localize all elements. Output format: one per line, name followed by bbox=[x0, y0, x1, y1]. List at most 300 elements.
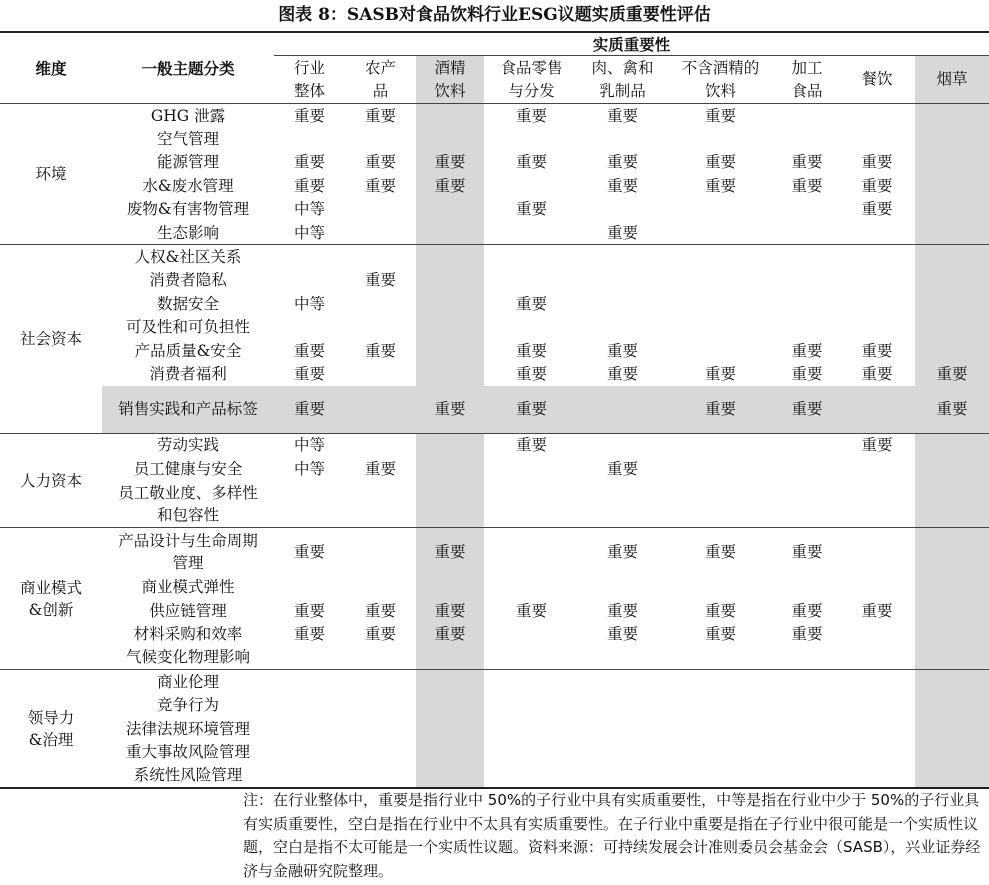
materiality-cell: 重要 bbox=[861, 341, 893, 360]
materiality-cell: 重要 bbox=[861, 153, 893, 172]
materiality-cell bbox=[775, 127, 839, 150]
materiality-cell bbox=[579, 740, 666, 763]
materiality-cell bbox=[915, 127, 989, 150]
materiality-cell bbox=[484, 221, 579, 245]
materiality-cell: 重要 bbox=[274, 386, 345, 434]
table-row bbox=[0, 457, 989, 480]
materiality-cell bbox=[839, 480, 915, 528]
materiality-cell bbox=[416, 764, 484, 788]
materiality-cell bbox=[345, 528, 416, 576]
materiality-cell bbox=[345, 245, 416, 269]
materiality-cell bbox=[579, 670, 666, 694]
materiality-cell bbox=[484, 245, 579, 269]
table-row bbox=[0, 362, 989, 385]
table-row bbox=[0, 292, 989, 315]
materiality-cell bbox=[579, 198, 666, 221]
materiality-cell bbox=[484, 622, 579, 645]
materiality-cell bbox=[416, 127, 484, 150]
materiality-cell: 重要 bbox=[791, 341, 823, 360]
dimension-group bbox=[0, 670, 989, 788]
materiality-cell bbox=[915, 292, 989, 315]
materiality-cell: 重要 bbox=[515, 200, 547, 219]
materiality-cell bbox=[915, 622, 989, 645]
materiality-cell: 重要 bbox=[293, 341, 325, 360]
materiality-cell bbox=[579, 127, 666, 150]
materiality-cell bbox=[666, 480, 775, 528]
materiality-cell: 重要 bbox=[364, 624, 396, 643]
materiality-cell bbox=[666, 693, 775, 716]
materiality-cell bbox=[839, 528, 915, 576]
materiality-cell: 重要 bbox=[861, 364, 893, 383]
materiality-cell bbox=[345, 670, 416, 694]
materiality-cell: 重要 bbox=[515, 294, 547, 313]
column-header: 行业 整体 bbox=[293, 58, 325, 100]
materiality-cell: 重要 bbox=[364, 271, 396, 290]
materiality-cell: 重要 bbox=[606, 106, 638, 125]
materiality-cell: 重要 bbox=[861, 176, 893, 195]
materiality-cell bbox=[666, 198, 775, 221]
materiality-cell bbox=[915, 575, 989, 598]
table-row bbox=[0, 269, 989, 292]
materiality-cell bbox=[915, 646, 989, 670]
topic-label: GHG 泄露 bbox=[150, 106, 226, 125]
materiality-cell: 重要 bbox=[364, 176, 396, 195]
materiality-cell bbox=[416, 245, 484, 269]
materiality-cell: 重要 bbox=[791, 176, 823, 195]
materiality-cell bbox=[915, 433, 989, 457]
materiality-cell bbox=[484, 717, 579, 740]
table-row bbox=[0, 316, 989, 339]
materiality-cell bbox=[345, 764, 416, 788]
materiality-cell bbox=[416, 717, 484, 740]
materiality-cell: 重要 bbox=[861, 436, 893, 455]
table-row bbox=[0, 151, 989, 174]
materiality-cell: 重要 bbox=[606, 153, 638, 172]
materiality-cell: 重要 bbox=[606, 223, 638, 242]
materiality-cell: 重要 bbox=[515, 436, 547, 455]
materiality-cell bbox=[775, 693, 839, 716]
table-row bbox=[0, 599, 989, 622]
materiality-cell bbox=[345, 693, 416, 716]
materiality-cell bbox=[416, 693, 484, 716]
materiality-cell bbox=[839, 127, 915, 150]
table-row bbox=[0, 386, 989, 434]
materiality-cell bbox=[839, 622, 915, 645]
materiality-cell bbox=[579, 646, 666, 670]
topic-label: 空气管理 bbox=[156, 130, 219, 149]
materiality-cell bbox=[416, 198, 484, 221]
topic-label: 可及性和可负担性 bbox=[125, 318, 250, 337]
materiality-cell bbox=[915, 104, 989, 128]
materiality-cell bbox=[416, 292, 484, 315]
table-row bbox=[0, 693, 989, 716]
materiality-cell bbox=[775, 646, 839, 670]
materiality-cell: 重要 bbox=[515, 341, 547, 360]
topic-label: 能源管理 bbox=[156, 153, 219, 172]
materiality-cell: 重要 bbox=[293, 176, 325, 195]
materiality-cell: 重要 bbox=[416, 151, 484, 174]
materiality-cell bbox=[775, 316, 839, 339]
materiality-cell bbox=[416, 362, 484, 385]
materiality-cell: 重要 bbox=[861, 601, 893, 620]
table-row bbox=[0, 245, 989, 269]
table-row bbox=[0, 717, 989, 740]
materiality-cell bbox=[274, 245, 345, 269]
materiality-cell: 重要 bbox=[704, 176, 736, 195]
table-row bbox=[0, 528, 989, 576]
materiality-cell bbox=[839, 269, 915, 292]
topic-label: 法律法规环境管理 bbox=[125, 719, 250, 738]
table-header bbox=[0, 32, 989, 104]
materiality-cell bbox=[915, 528, 989, 576]
topic-label: 数据安全 bbox=[156, 294, 219, 313]
materiality-cell bbox=[345, 292, 416, 315]
materiality-cell: 重要 bbox=[416, 622, 484, 645]
materiality-cell bbox=[839, 575, 915, 598]
materiality-cell: 重要 bbox=[416, 386, 484, 434]
materiality-cell bbox=[839, 646, 915, 670]
materiality-cell bbox=[274, 717, 345, 740]
materiality-cell bbox=[915, 670, 989, 694]
materiality-cell bbox=[345, 221, 416, 245]
table-row bbox=[0, 127, 989, 150]
dimension-label: 社会资本 bbox=[19, 330, 82, 349]
materiality-cell: 重要 bbox=[775, 386, 839, 434]
materiality-cell bbox=[345, 646, 416, 670]
materiality-cell bbox=[666, 646, 775, 670]
topic-label: 销售实践和产品标签 bbox=[102, 386, 274, 434]
materiality-cell bbox=[416, 316, 484, 339]
materiality-cell: 中等 bbox=[293, 294, 325, 313]
materiality-cell bbox=[775, 104, 839, 128]
column-header: 食品零售 与分发 bbox=[500, 58, 563, 100]
materiality-cell: 重要 bbox=[606, 364, 638, 383]
materiality-cell bbox=[345, 433, 416, 457]
materiality-cell bbox=[839, 693, 915, 716]
materiality-cell: 重要 bbox=[606, 341, 638, 360]
table-row bbox=[0, 575, 989, 598]
table-row bbox=[0, 622, 989, 645]
materiality-cell: 重要 bbox=[606, 624, 638, 643]
materiality-cell bbox=[345, 386, 416, 434]
column-header: 烟草 bbox=[915, 56, 989, 104]
column-header: 加工 食品 bbox=[791, 58, 823, 100]
materiality-cell bbox=[666, 764, 775, 788]
materiality-cell bbox=[915, 245, 989, 269]
materiality-cell: 重要 bbox=[293, 153, 325, 172]
materiality-cell: 重要 bbox=[606, 176, 638, 195]
materiality-cell bbox=[915, 151, 989, 174]
materiality-cell bbox=[345, 362, 416, 385]
materiality-cell bbox=[345, 198, 416, 221]
materiality-cell: 重要 bbox=[704, 364, 736, 383]
materiality-cell bbox=[839, 717, 915, 740]
materiality-cell bbox=[416, 575, 484, 598]
materiality-cell: 重要 bbox=[364, 601, 396, 620]
materiality-cell bbox=[666, 245, 775, 269]
materiality-cell bbox=[666, 316, 775, 339]
materiality-cell: 重要 bbox=[704, 153, 736, 172]
materiality-cell: 重要 bbox=[915, 362, 989, 385]
materiality-cell bbox=[579, 245, 666, 269]
table-row bbox=[0, 764, 989, 788]
materiality-cell: 重要 bbox=[606, 542, 638, 561]
materiality-cell bbox=[416, 670, 484, 694]
materiality-cell bbox=[775, 575, 839, 598]
materiality-cell: 重要 bbox=[515, 153, 547, 172]
materiality-cell bbox=[484, 127, 579, 150]
materiality-cell bbox=[484, 740, 579, 763]
materiality-cell bbox=[484, 764, 579, 788]
materiality-cell bbox=[345, 740, 416, 763]
materiality-cell bbox=[915, 693, 989, 716]
materiality-cell bbox=[775, 245, 839, 269]
materiality-cell bbox=[839, 292, 915, 315]
materiality-cell bbox=[345, 480, 416, 528]
materiality-cell bbox=[579, 316, 666, 339]
materiality-cell bbox=[579, 764, 666, 788]
topic-label: 员工敬业度、多样性和包容性 bbox=[118, 483, 258, 524]
dimension-label: 人力资本 bbox=[19, 471, 82, 490]
materiality-cell bbox=[484, 174, 579, 197]
materiality-cell bbox=[579, 575, 666, 598]
materiality-cell bbox=[775, 740, 839, 763]
materiality-cell bbox=[484, 646, 579, 670]
materiality-cell bbox=[345, 575, 416, 598]
materiality-cell bbox=[416, 221, 484, 245]
materiality-cell bbox=[915, 717, 989, 740]
materiality-cell: 中等 bbox=[293, 200, 325, 219]
materiality-cell bbox=[484, 269, 579, 292]
materiality-cell bbox=[345, 316, 416, 339]
materiality-cell bbox=[915, 316, 989, 339]
topic-label: 劳动实践 bbox=[156, 436, 219, 455]
column-header: 肉、禽和 乳制品 bbox=[591, 58, 654, 100]
materiality-cell bbox=[666, 269, 775, 292]
materiality-cell: 中等 bbox=[293, 436, 325, 455]
dimension-group bbox=[0, 245, 989, 433]
materiality-cell bbox=[345, 717, 416, 740]
materiality-cell: 重要 bbox=[791, 153, 823, 172]
materiality-cell: 重要 bbox=[364, 341, 396, 360]
materiality-cell: 重要 bbox=[293, 624, 325, 643]
dimension-label: 环境 bbox=[35, 165, 67, 184]
materiality-cell bbox=[775, 292, 839, 315]
materiality-cell: 重要 bbox=[704, 601, 736, 620]
materiality-cell: 重要 bbox=[416, 174, 484, 197]
materiality-cell bbox=[666, 292, 775, 315]
materiality-cell bbox=[839, 245, 915, 269]
materiality-cell bbox=[416, 480, 484, 528]
table-row bbox=[0, 104, 989, 128]
topic-label: 材料采购和效率 bbox=[133, 624, 243, 643]
materiality-cell bbox=[274, 316, 345, 339]
materiality-cell bbox=[666, 221, 775, 245]
topic-label: 消费者隐私 bbox=[149, 271, 227, 290]
footnote: 注：在行业整体中，重要是指行业中 50%的子行业中具有实质重要性，中等是指在行业中少于 50%的子行业具有实质重要性，空白是指在行业中不太具有实质重要性。在子行业中重要是指在子行业中很可能是一个实质性议题，空白是指不太可能是一个实质性议题。资料来源：可持续发展会计准则委员会基金会（SASB），兴业证券经济与金融研究院整理。 bbox=[243, 791, 981, 880]
table-row bbox=[0, 646, 989, 670]
column-header: 不含酒精的 饮料 bbox=[681, 58, 760, 100]
topic-label: 员工健康与安全 bbox=[133, 459, 243, 478]
materiality-cell: 重要 bbox=[704, 542, 736, 561]
materiality-cell: 重要 bbox=[915, 386, 989, 434]
materiality-cell bbox=[484, 693, 579, 716]
materiality-cell: 重要 bbox=[704, 624, 736, 643]
materiality-cell bbox=[915, 457, 989, 480]
materiality-cell bbox=[579, 693, 666, 716]
materiality-cell bbox=[274, 764, 345, 788]
materiality-cell bbox=[666, 740, 775, 763]
column-header: 农产 品 bbox=[364, 58, 396, 100]
materiality-cell: 重要 bbox=[484, 386, 579, 434]
materiality-cell bbox=[915, 269, 989, 292]
topic-label: 废物&有害物管理 bbox=[126, 200, 250, 219]
materiality-cell bbox=[274, 269, 345, 292]
materiality-cell bbox=[839, 740, 915, 763]
materiality-cell bbox=[839, 670, 915, 694]
materiality-cell: 重要 bbox=[293, 542, 325, 561]
materiality-cell bbox=[915, 764, 989, 788]
materiality-cell bbox=[775, 433, 839, 457]
table-row bbox=[0, 174, 989, 197]
column-header: 酒精 饮料 bbox=[416, 56, 484, 104]
materiality-cell bbox=[579, 433, 666, 457]
materiality-cell bbox=[484, 480, 579, 528]
table-row bbox=[0, 670, 989, 694]
dimension-group bbox=[0, 433, 989, 528]
materiality-cell bbox=[274, 575, 345, 598]
topic-label: 气候变化物理影响 bbox=[125, 648, 250, 667]
topic-label: 竞争行为 bbox=[156, 696, 219, 715]
header-topic: 一般主题分类 bbox=[141, 59, 235, 78]
materiality-cell bbox=[274, 127, 345, 150]
materiality-cell: 重要 bbox=[515, 106, 547, 125]
materiality-cell bbox=[274, 670, 345, 694]
header-materiality: 实质重要性 bbox=[274, 32, 989, 56]
materiality-cell bbox=[484, 457, 579, 480]
materiality-cell: 重要 bbox=[861, 200, 893, 219]
materiality-cell bbox=[274, 693, 345, 716]
materiality-cell bbox=[775, 457, 839, 480]
materiality-cell bbox=[579, 386, 666, 434]
table-row bbox=[0, 740, 989, 763]
materiality-cell bbox=[416, 104, 484, 128]
materiality-cell bbox=[839, 316, 915, 339]
column-header: 餐饮 bbox=[861, 70, 893, 88]
table-row bbox=[0, 339, 989, 362]
materiality-cell bbox=[915, 174, 989, 197]
materiality-cell bbox=[915, 198, 989, 221]
table-row bbox=[0, 480, 989, 528]
materiality-cell bbox=[666, 127, 775, 150]
materiality-cell bbox=[775, 717, 839, 740]
materiality-cell bbox=[484, 670, 579, 694]
materiality-cell bbox=[775, 764, 839, 788]
materiality-cell: 重要 bbox=[293, 364, 325, 383]
materiality-cell: 重要 bbox=[666, 386, 775, 434]
materiality-cell bbox=[579, 717, 666, 740]
materiality-cell bbox=[274, 480, 345, 528]
materiality-cell bbox=[416, 269, 484, 292]
materiality-cell bbox=[775, 198, 839, 221]
materiality-cell bbox=[484, 316, 579, 339]
materiality-cell bbox=[666, 575, 775, 598]
topic-label: 生态影响 bbox=[156, 223, 219, 242]
materiality-cell: 重要 bbox=[364, 459, 396, 478]
materiality-cell bbox=[274, 740, 345, 763]
materiality-cell bbox=[666, 717, 775, 740]
materiality-cell bbox=[775, 480, 839, 528]
topic-label: 产品质量&安全 bbox=[134, 341, 242, 360]
materiality-cell bbox=[915, 599, 989, 622]
materiality-cell bbox=[416, 457, 484, 480]
table-row bbox=[0, 198, 989, 221]
materiality-cell bbox=[345, 127, 416, 150]
materiality-cell: 重要 bbox=[606, 601, 638, 620]
topic-label: 人权&社区关系 bbox=[134, 248, 242, 267]
materiality-cell bbox=[915, 221, 989, 245]
materiality-cell bbox=[666, 433, 775, 457]
topic-label: 消费者福利 bbox=[149, 364, 227, 383]
materiality-cell bbox=[775, 670, 839, 694]
materiality-cell: 重要 bbox=[791, 364, 823, 383]
materiality-cell bbox=[775, 269, 839, 292]
materiality-cell bbox=[579, 269, 666, 292]
materiality-cell bbox=[839, 457, 915, 480]
materiality-cell: 重要 bbox=[364, 106, 396, 125]
materiality-cell: 重要 bbox=[791, 624, 823, 643]
topic-label: 重大事故风险管理 bbox=[125, 742, 250, 761]
dimension-group bbox=[0, 528, 989, 670]
materiality-cell bbox=[416, 339, 484, 362]
figure-title: 图表 8：SASB对食品饮料行业ESG议题实质重要性评估 bbox=[278, 5, 711, 25]
materiality-cell bbox=[484, 528, 579, 576]
materiality-cell: 重要 bbox=[606, 459, 638, 478]
materiality-cell: 重要 bbox=[293, 106, 325, 125]
materiality-cell bbox=[915, 740, 989, 763]
materiality-cell bbox=[839, 764, 915, 788]
materiality-cell bbox=[915, 480, 989, 528]
materiality-cell: 重要 bbox=[293, 601, 325, 620]
materiality-cell: 重要 bbox=[791, 601, 823, 620]
materiality-cell: 重要 bbox=[791, 542, 823, 561]
dimension-group bbox=[0, 104, 989, 245]
materiality-cell: 重要 bbox=[515, 364, 547, 383]
table-row bbox=[0, 433, 989, 457]
materiality-cell bbox=[839, 221, 915, 245]
materiality-cell bbox=[579, 480, 666, 528]
dimension-label: 商业模式 &创新 bbox=[19, 578, 82, 619]
materiality-cell: 重要 bbox=[704, 106, 736, 125]
table-row bbox=[0, 221, 989, 245]
topic-label: 产品设计与生命周期管理 bbox=[118, 531, 258, 572]
topic-label: 商业模式弹性 bbox=[141, 578, 235, 597]
materiality-cell bbox=[915, 339, 989, 362]
materiality-cell: 重要 bbox=[364, 153, 396, 172]
materiality-cell bbox=[839, 386, 915, 434]
materiality-cell bbox=[839, 104, 915, 128]
topic-label: 供应链管理 bbox=[149, 601, 227, 620]
materiality-cell bbox=[579, 292, 666, 315]
materiality-cell: 重要 bbox=[515, 601, 547, 620]
materiality-cell bbox=[666, 670, 775, 694]
topic-label: 商业伦理 bbox=[156, 672, 219, 691]
materiality-cell: 重要 bbox=[416, 599, 484, 622]
materiality-cell bbox=[775, 221, 839, 245]
materiality-cell bbox=[416, 646, 484, 670]
dimension-label: 领导力 &治理 bbox=[27, 708, 75, 749]
materiality-cell bbox=[416, 740, 484, 763]
